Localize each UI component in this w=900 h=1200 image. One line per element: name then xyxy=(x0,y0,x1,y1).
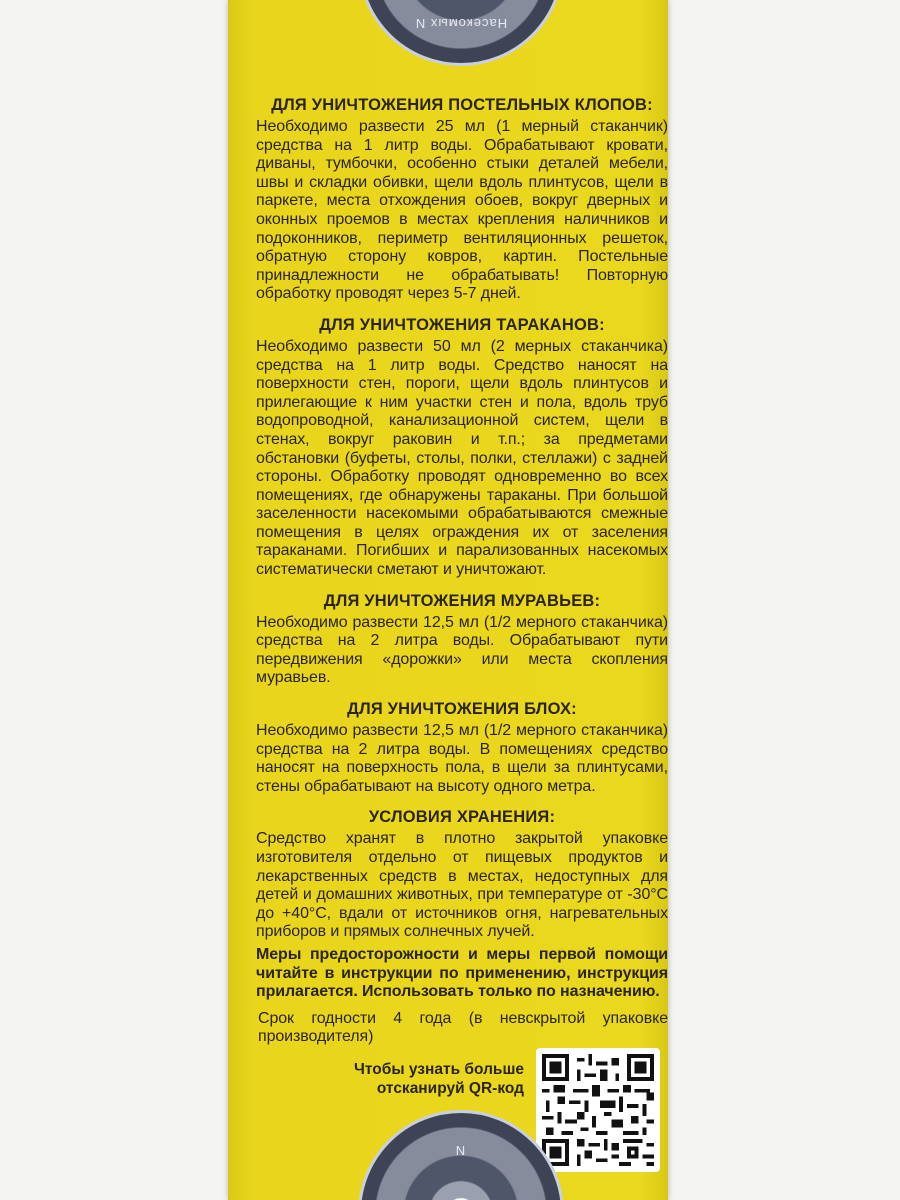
package-panel xyxy=(228,0,668,1200)
section-storage-heading: УСЛОВИЯ ХРАНЕНИЯ: xyxy=(368,808,556,827)
section-bedbugs-heading: ДЛЯ УНИЧТОЖЕНИЯ ПОСТЕЛЬНЫХ КЛОПОВ: xyxy=(271,96,653,114)
section-ants-heading: ДЛЯ УНИЧТОЖЕНИЯ МУРАВЬЕВ: xyxy=(323,591,601,610)
qr-caption-line1: Чтобы узнать больше xyxy=(354,1061,524,1078)
qr-caption xyxy=(314,1060,524,1098)
instructions-content xyxy=(256,96,668,1059)
section-fleas-heading: ДЛЯ УНИЧТОЖЕНИЯ БЛОХ: xyxy=(347,700,577,719)
shelf-life: Срок годности 4 года (в невскрытой упаковке производителя) xyxy=(258,1009,668,1046)
section-cockroaches-heading: ДЛЯ УНИЧТОЖЕНИЯ ТАРАКАНОВ: xyxy=(319,315,605,334)
section-cockroaches-body: Необходимо развести 50 мл (2 мерных стаканчика) средства на 1 литр воды. Средство наносят на поверхности стен, пороги, щели вдоль плинтусов и прилегающие к ним участки стен и пола, вдоль труб водопроводной, канализационной систем, щели в стенах, вокруг раковин и т.п.; за предметами обстановки (буфеты, столы, полки, стеллажи) с задней стороны. Обработку проводят одновременно во всех помещениях, где обнаружены тараканы. При большой заселенности насекомыми обрабатываются смежные помещения в целях ограждения их от заселения тараканами. Погибших и парализованных насекомых систематически сметают и уничтожают. xyxy=(256,337,668,579)
qr-caption-line2: отсканируй QR-код xyxy=(376,1080,524,1097)
seal-top-text: Насекомых N xyxy=(414,16,508,31)
section-ants-body: Необходимо развести 12,5 мл (1/2 мерного стаканчика) средства на 2 литра воды. Обрабатывают пути передвижения «дорожки» или места скопления муравьев. xyxy=(256,613,668,687)
section-bedbugs-body: Необходимо развести 25 мл (1 мерный стаканчик) средства на 1 литр воды. Обрабатывают кровати, диваны, тумбочки, особенно стыки деталей мебели, швы и складки обивки, щели вдоль плинтусов, щели в паркете, места отхождения обоев, вокруг дверных и оконных проемов в местах крепления наличников и подоконников, периметр вентиляционных решеток, обратную сторону ковров, картин. Постельные принадлежности не обрабатывать! Повторную обработку проводят через 5-7 дней. xyxy=(256,118,668,303)
section-storage-body: Средство хранят в плотно закрытой упаковке изготовителя отдельно от пищевых продуктов и лекарственных средств в местах, недоступных для детей и домашних животных, при температуре от -30°C до +40°C, вдали от источников огня, нагревательных приборов и прямых солнечных лучей. xyxy=(256,830,668,941)
section-fleas-body: Необходимо развести 12,5 мл (1/2 мерного стаканчика) средства на 2 литра воды. В помещениях средство наносят на поверхность пола, в щели за плинтусами, стены обрабатывают на высоту одного метра. xyxy=(256,722,668,795)
safety-warning: Меры предосторожности и меры первой помощи читайте в инструкции по применению, инструкция прилагается. Использовать только по назначению. xyxy=(256,945,668,1001)
seal-bottom-text: N xyxy=(455,1143,467,1158)
brand-seal-top xyxy=(358,0,564,66)
